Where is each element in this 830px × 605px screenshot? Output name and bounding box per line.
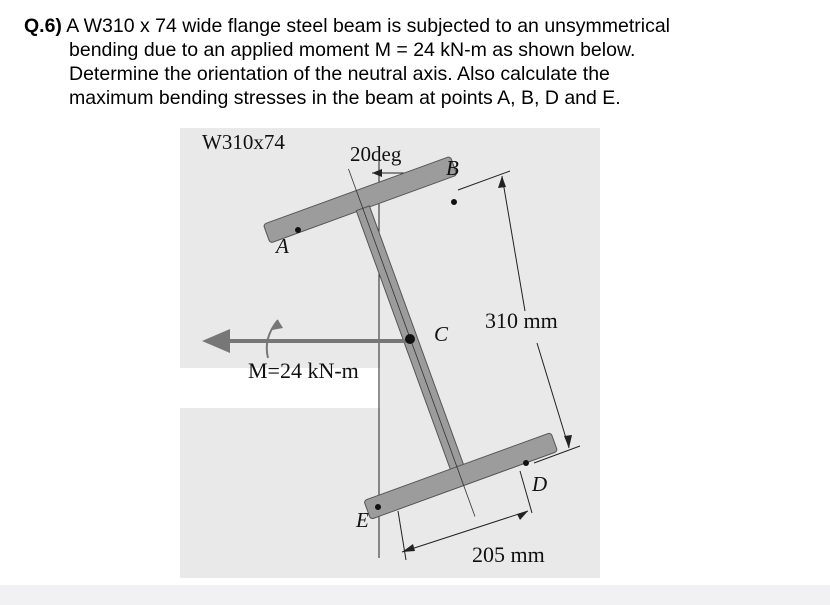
question-line-3: Determine the orientation of the neutral axis. Also calculate the bbox=[69, 63, 610, 85]
angle-label: 20deg bbox=[350, 142, 402, 166]
point-a-dot bbox=[295, 227, 301, 233]
bottom-strip bbox=[0, 585, 830, 605]
width-label: 205 mm bbox=[472, 542, 545, 567]
point-e-dot bbox=[375, 504, 381, 510]
question-line-4: maximum bending stresses in the beam at points A, B, D and E. bbox=[69, 87, 621, 109]
beam-figure bbox=[180, 128, 600, 578]
section-label: W310x74 bbox=[202, 130, 285, 154]
point-e-label: E bbox=[356, 508, 369, 532]
point-d-label: D bbox=[532, 472, 548, 496]
question-line-1: Q.6) A W310 x 74 wide flange steel beam is subjected to an unsymmetrical bbox=[24, 15, 671, 37]
point-d-dot bbox=[523, 460, 529, 466]
question-line-2: bending due to an applied moment M = 24 kN-m as shown below. bbox=[69, 39, 636, 61]
point-a-label: A bbox=[276, 234, 289, 258]
moment-label: M=24 kN-m bbox=[248, 358, 359, 383]
point-b-dot bbox=[451, 199, 457, 205]
beam-diagram bbox=[180, 128, 600, 578]
point-c-label: C bbox=[434, 322, 449, 346]
point-b-label: B bbox=[446, 156, 459, 180]
question-text bbox=[24, 14, 804, 110]
question-number: Q.6) bbox=[24, 15, 62, 37]
centroid-point bbox=[405, 334, 415, 344]
depth-label: 310 mm bbox=[485, 308, 558, 333]
